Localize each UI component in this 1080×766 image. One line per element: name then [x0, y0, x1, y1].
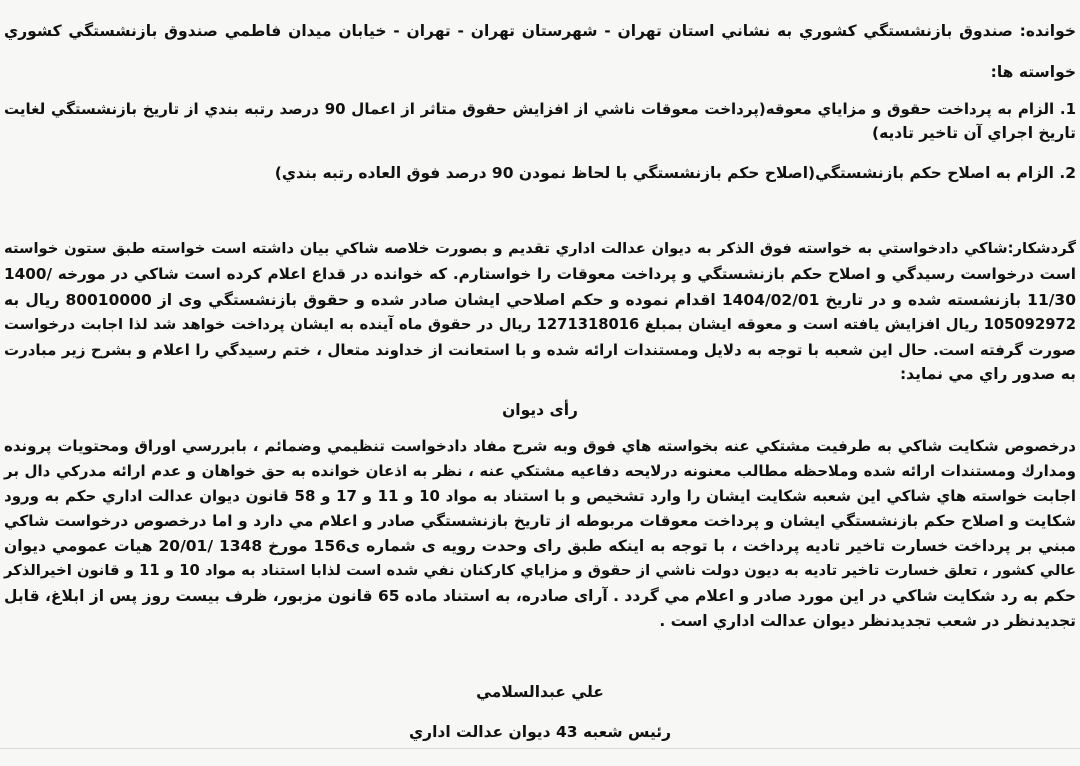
claim-item-2: 2. الزام به اصلاح حكم بازنشستگي(اصلاح حكم بازنشستگي با لحاظ نمودن 90 درصد فوق العاده رتبه بندي): [274, 164, 1076, 182]
report-line: 11/30 بازنشسته شده و در تاريخ 1404/02/01 اقدام نموده و حكم اصلاحي ايشان صادر شده و حقوق بازنشستگي وی از 80010000 ريال به: [4, 291, 1076, 309]
verdict-line: شكايت و اصلاح حكم بازنشستگي ايشان و پرداخت معوقات مربوطه از تاريخ بازنشستگي صادر و اعلام مي دارد و اما درخصوص درخواست شاكي: [4, 512, 1076, 530]
verdict-line: مبني بر پرداخت خسارت تاخير تاديه پرداخت ، با توجه به اينكه طبق رای وحدت رويه ی شماره ی156 مورخ 1348 /20/01 هيات عمومي ديوان: [4, 537, 1076, 555]
signatory-position: رئيس شعبه 43 ديوان عدالت اداري: [408, 723, 672, 741]
claim-item-1-line-2: تاريخ اجراي آن تاخير تاديه): [871, 124, 1076, 142]
verdict-line: عالي كشور ، تعلق خسارت تاخير تاديه به ديون دولت ناشي از حقوق و مزاياي كاركنان نفي شده است لذابا استناد به مواد 10 و 11 و قانون اخيرالذكر: [4, 562, 1076, 579]
report-line: به صدور راي مي نمايد:: [899, 365, 1076, 383]
verdict-line: اجابت خواسته هاي شاكي اين شعبه شكايت ايشان را وارد تشخيص و با استناد به مواد 10 و 11 و 17 و 58 قانون ديوان عدالت اداري حكم به ورود: [4, 487, 1077, 505]
claim-item-1-line-1: 1. الزام به پرداخت حقوق و مزاياي معوقه(پرداخت معوقات ناشي از افزايش حقوق متاثر از اعمال 90 درصد رتبه بندي از تاريخ بازنشستگي لغايت: [4, 100, 1076, 118]
verdict-line: تجديدنظر در شعب تجديدنظر ديوان عدالت اداري است .: [659, 612, 1076, 630]
claims-title: خواسته ها:: [990, 63, 1076, 81]
verdict-line: حكم به رد شكايت شاكي در اين مورد صادر و اعلام مي گردد . آرای صادره، به استناد ماده 65 قانون مزبور، ظرف بيست روز پس از ابلاغ، قابل: [4, 587, 1076, 605]
report-line: است درخواست رسيدگي و اصلاح حكم بازنشستگي و پرداخت معوقات را خواستارم. كه خوانده در قداع اعلام كرده است شاكي در مورخه /1400: [4, 265, 1076, 283]
report-line: گردشكار:شاكي دادخواستي به خواسته فوق الذكر به ديوان عدالت اداري تقديم و بصورت خلاصه شاكي بيان داشته است خواسته طبق ستون خواسته: [4, 240, 1076, 257]
page-edge-divider: [0, 748, 1080, 749]
respondent-line: خوانده: صندوق بازنشستگي كشوري به نشاني استان تهران - شهرستان تهران - تهران - خيابان ميدان فاطمي صندوق بازنشستگي كشوري: [4, 22, 1076, 40]
verdict-title: رأی ديوان: [502, 401, 578, 419]
signatory-name: علي عبدالسلامي: [476, 683, 604, 701]
report-line: صورت گرفته است. حال اين شعبه با توجه به دلايل ومستندات ارائه شده و با استعانت از خداوند متعال ، ختم رسيدگي را اعلام و بشرح زير مبادرت: [4, 341, 1076, 359]
verdict-line: ومدارك ومستندات ارائه شده وملاحظه مطالب معنونه درلايحه دفاعيه مشتكي عنه ، نظر به اذعان خوانده به حق خواهان و عدم ارائه مدركي دال بر: [4, 462, 1076, 480]
verdict-line: درخصوص شكايت شاكي به طرفيت مشتكي عنه بخواسته هاي فوق وبه شرح مفاد دادخواست تنظيمي وضمائم ، بابررسي اوراق ومحتويات پرونده: [4, 437, 1076, 455]
report-line: 105092972 ريال افزايش يافته است و معوقه ايشان بمبلغ 1271318016 ريال در حقوق ماه آينده به ايشان پرداخت خواهد شد لذا اجابت درخواست: [4, 316, 1076, 333]
